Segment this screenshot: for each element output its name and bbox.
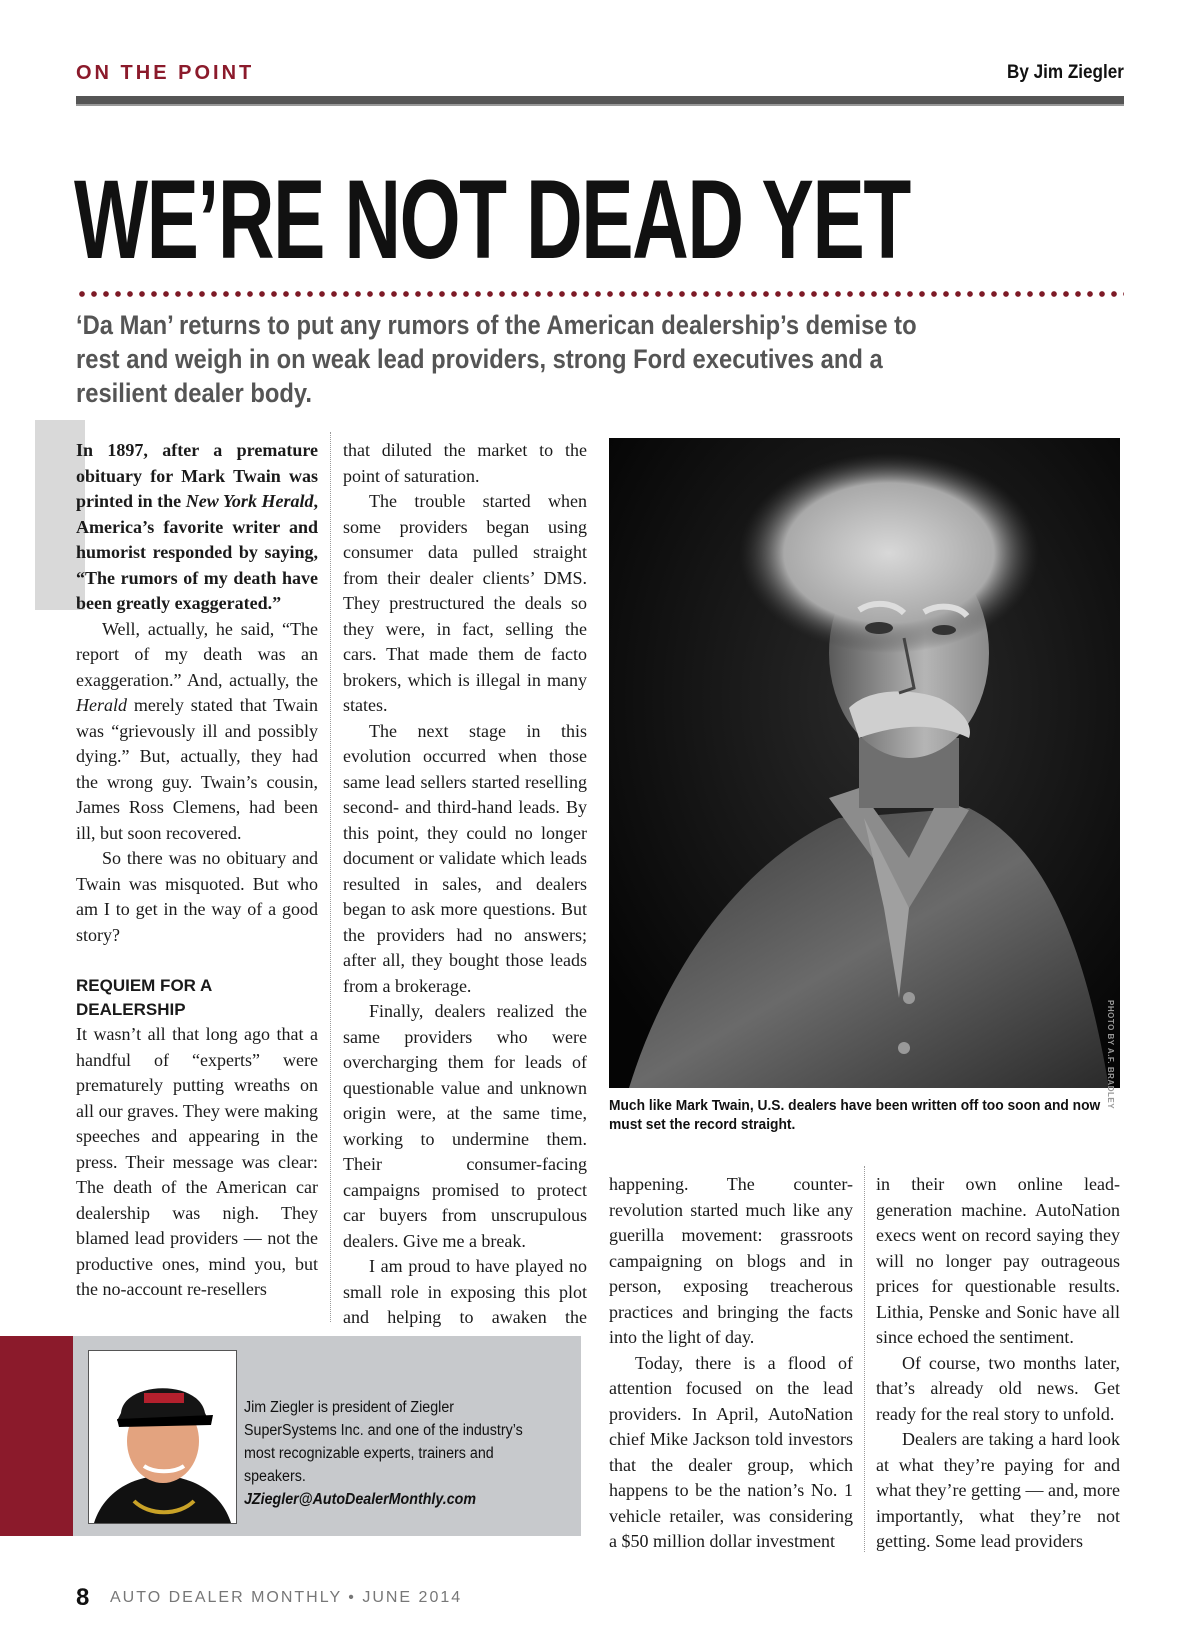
paragraph: The next stage in this evolution occurred when those same lead sellers started reselling second- and third-hand leads. By this point, they could no longer document or validate which leads resulted in sales, and dealers began to ask more questions. But the providers had no answers; after all, they bought those leads from a brokerage. — [343, 720, 587, 996]
paragraph-text-end: merely stated that Twain was “grievously ill and possibly dying.” But, actually, they had the wrong guy. Twain’s cousin, James Ross Clemens, had been ill, but soon recovered. — [76, 695, 318, 843]
author-email-link[interactable]: JZiegler@AutoDealerMonthly.com — [244, 1491, 477, 1508]
paragraph-text: Well, actually, he said, “The report of my death was an exaggeration.” And, actually, the — [76, 618, 318, 690]
paragraph — [76, 617, 318, 847]
lede-text: In 1897, after a premature obituary for Mark Twain was printed in the — [76, 440, 318, 511]
article-column-3 — [609, 1172, 853, 1555]
header-rule — [76, 96, 1124, 106]
article-column-2 — [343, 438, 587, 1356]
column-divider — [330, 432, 331, 1322]
dek: ‘Da Man’ returns to put any rumors of the American dealership’s demise to rest and weigh in on weak lead providers, strong Ford executives and a resilient dealer body. — [76, 310, 917, 408]
paragraph: Finally, dealers realized the same providers who were overcharging them for leads of questionable value and unknown origin were, at the same time, working to undermine them. Their consumer-facing campaigns promised to protect car buyers from unscrupulous dealers. Give me a break. — [343, 1001, 587, 1251]
article-column-4 — [876, 1172, 1120, 1555]
article-column-1 — [76, 438, 318, 1303]
column-divider — [864, 1166, 865, 1552]
byline: By Jim Ziegler — [1007, 62, 1124, 83]
lede-paragraph — [76, 438, 318, 617]
author-bio-text: Jim Ziegler is president of Ziegler SuperSystems Inc. and one of the industry’s most recognizable experts, trainers and speakers. — [244, 1399, 523, 1485]
lede-publication: New York Herald — [185, 491, 314, 511]
section-label: ON THE POINT — [76, 62, 255, 84]
accent-block — [0, 1336, 73, 1536]
author-headshot — [88, 1350, 237, 1524]
paragraph: Dealers are taking a hard look at what they’re paying for and what they’re getting — and, more importantly, what they’re not getting. Some lead providers — [876, 1429, 1120, 1551]
headshot-illustration — [89, 1351, 236, 1523]
headline: WE’RE NOT DEAD YET — [74, 157, 910, 282]
subhead: REQUIEM FOR A DEALERSHIP — [76, 976, 212, 1019]
page-number: 8 — [76, 1584, 90, 1611]
paragraph: in their own online lead-generation machine. AutoNation execs went on record saying they will no longer pay outrageous prices for questionable results. Lithia, Penske and Sonic have all since echoed the sentiment. — [876, 1174, 1120, 1347]
photo-caption: Much like Mark Twain, U.S. dealers have been written off too soon and now must set the record straight. — [609, 1097, 1101, 1133]
portrait-illustration — [609, 438, 1120, 1088]
lede-text-end: , America’s favorite writer and humorist responded by saying, “The rumors of my death have been greatly exaggerated.” — [76, 491, 318, 613]
twain-photo — [609, 438, 1120, 1088]
paragraph: So there was no obituary and Twain was misquoted. But who am I to get in the way of a good story? — [76, 848, 318, 945]
author-bio — [244, 1396, 548, 1511]
paragraph: that diluted the market to the point of saturation. — [343, 440, 587, 486]
photo-credit: PHOTO BY A.F. BRADLEY — [1106, 1000, 1115, 1110]
paragraph: I am proud to have played no small role in exposing this plot and helping to awaken the — [343, 1256, 587, 1327]
paragraph: Of course, two months later, that’s already old news. Get ready for the real story to unfold. — [876, 1352, 1120, 1424]
paragraph: The trouble started when some providers began using consumer data pulled straight from their dealer clients’ DMS. They prestructured the deals so they were, in fact, selling the cars. That made them de facto brokers, which is illegal in many states. — [343, 491, 587, 715]
paragraph: It wasn’t all that long ago that a handful of “experts” were prematurely putting wreaths on all our graves. They were making speeches and appearing in the press. Their message was clear: The death of the American car dealership was nigh. They blamed lead providers — not the productive ones, mind you, but the no-account re-resellers — [76, 1024, 318, 1299]
publication-footer: AUTO DEALER MONTHLY • JUNE 2014 — [110, 1589, 463, 1606]
paragraph: Today, there is a flood of attention focused on the lead providers. In April, AutoNation chief Mike Jackson told investors that the dealer group, which happens to be the nation’s No. 1 vehicle retailer, was considering a $50 million dollar investment — [609, 1352, 853, 1551]
paragraph: happening. The counter-revolution started much like any guerilla movement: grassroots campaigning on blogs and in person, exposing treacherous practices and bringing the facts into the light of day. — [609, 1174, 853, 1347]
paragraph-publication: Herald — [76, 695, 127, 715]
dotted-divider — [76, 290, 1124, 298]
